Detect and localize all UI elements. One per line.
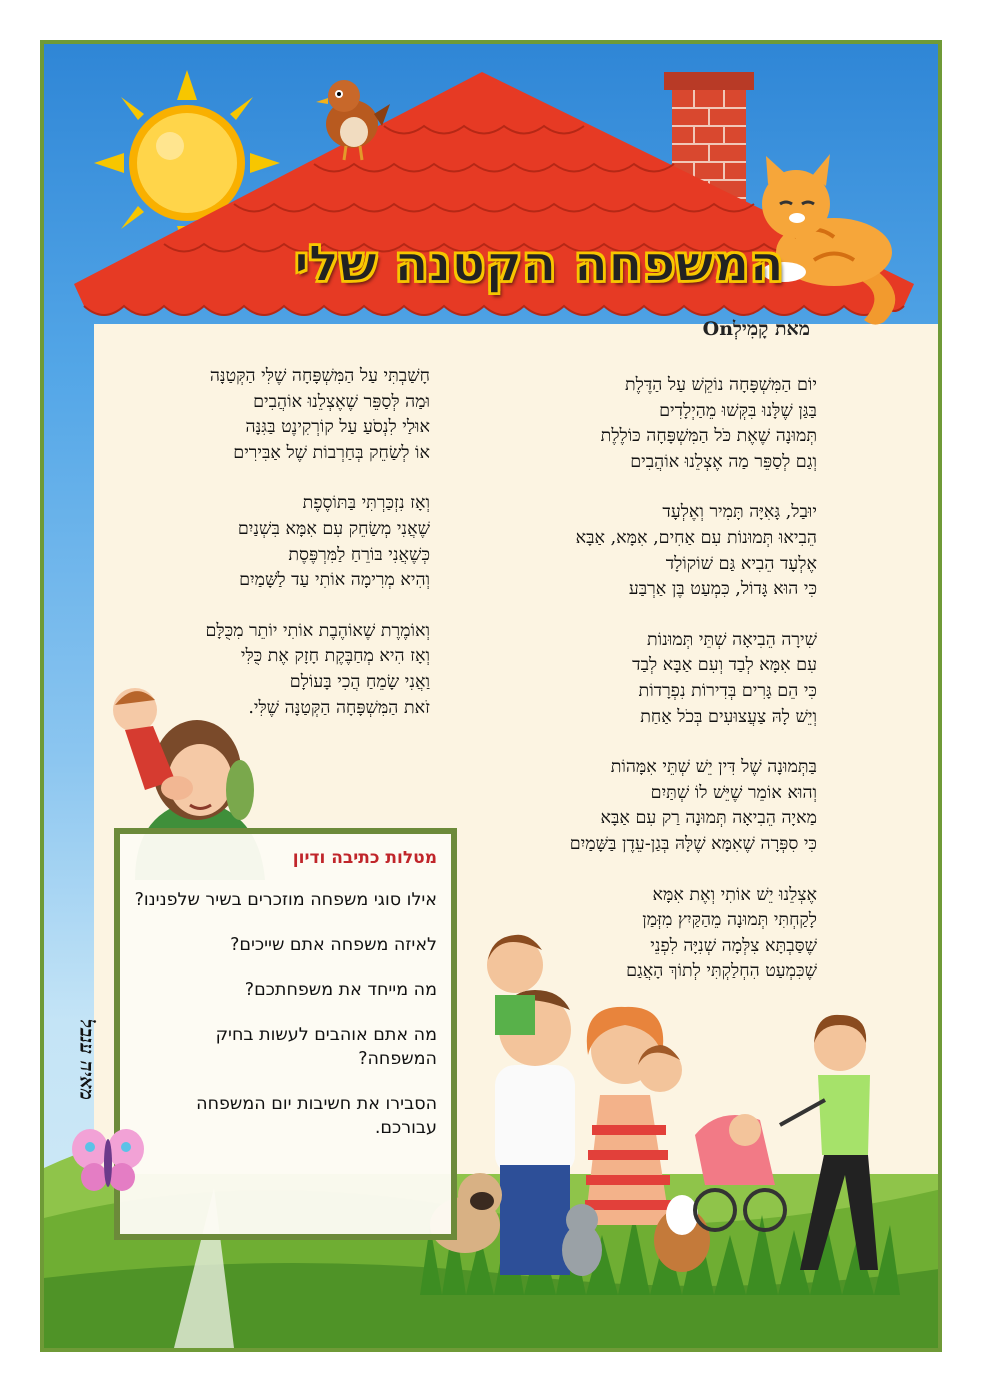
poem-line: כְּשֶׁאֲנִי בּוֹרֵחַ לַמִּרְפֶּסֶת bbox=[288, 544, 430, 565]
task-question: לאיזה משפחה אתם שייכים? bbox=[230, 935, 437, 955]
poem-stanza bbox=[110, 364, 430, 466]
bird-icon bbox=[312, 74, 392, 164]
signature bbox=[66, 990, 106, 1140]
poem-line: יוּבַל, גָּאִיָּה תָּמִיר וְאֶלְעָד bbox=[662, 502, 817, 523]
poem-line: וְאָז נִזְכַּרְתִּי בַּתּוֹסֶפֶת bbox=[302, 493, 430, 514]
signature-text: מאיה ענבל bbox=[75, 1019, 98, 1100]
poem-line: אֶלְעָד הֵבִיא גַּם שׁוֹקוֹלָד bbox=[665, 553, 817, 574]
task-question: מה מייחד את משפחתכם? bbox=[244, 980, 437, 1000]
poem-line: וְיֵשׁ לָהּ צַעֲצוּעִים בְּכֹל אַחַת bbox=[640, 706, 817, 727]
poem-line: בַּגַּן שֶׁלָּנוּ בִּקְּשׁוּ מֵהַיְלָדִים bbox=[659, 400, 817, 421]
poem-line: וְהוּא אוֹמֵר שֶׁיֵּשׁ לוֹ שְׁתַּיִם bbox=[650, 782, 817, 803]
poem-line: יוֹם הַמִּשְׁפָּחָה נוֹקֵשׁ עַל הַדֶּלֶת bbox=[624, 375, 817, 395]
poem-line: אוֹ לְשַׂחֵק בְּחַרְבוֹת שֶׁל אַבִּירִים bbox=[233, 442, 430, 463]
poem-line: עִם אִמָּא לְבַד וְעִם אַבָּא לְבַד bbox=[632, 655, 817, 676]
poem-line: שִׁירָה הֵבִיאָה שְׁתֵּי תְּמוּנוֹת bbox=[646, 629, 817, 650]
poem-line: כִּי סִפְּרָה שֶׁאִמָּא שֶׁלָּהּ בְּגַן-עֵדֶן בַּשָּׁמַיִם bbox=[569, 833, 817, 854]
poem-line: אוּלַי לִנְסֹעַ עַל קוֹרְקִינֶט בַּגִּנָּה bbox=[245, 417, 430, 438]
author-credit: מאת קָמִילְOn bbox=[702, 318, 810, 340]
task-question: הסבירו את חשיבות יום המשפחה עבורכם. bbox=[196, 1094, 437, 1138]
poem-stanza bbox=[487, 628, 817, 730]
page-title: המשפחה הקטנה שלי bbox=[294, 235, 784, 293]
tasks-heading: מטלות כתיבה ודיון bbox=[292, 848, 437, 868]
poem-right-column bbox=[487, 373, 817, 1010]
poem-line: שֶׁאֲנִי מְשַׂחֵק עִם אִמָּא בִּשְׁנַיִם bbox=[237, 518, 430, 539]
poem-line: וַאֲנִי שָׂמֵחַ הֲכִי בָּעוֹלָם bbox=[289, 671, 430, 692]
poem-line: בַּתְּמוּנָה שֶׁל דִּין יֵשׁ שְׁתֵּי אִמָּהוֹת bbox=[610, 757, 817, 778]
poem-stanza bbox=[110, 491, 430, 593]
poem-stanza bbox=[487, 755, 817, 857]
family-illustration bbox=[420, 925, 900, 1295]
poem-line: הֵבִיאוּ תְּמוּנוֹת עִם אַחִים, אִמָּא, אַבָּא bbox=[575, 527, 817, 548]
task-question: אילו סוגי משפחה מוזכרים בשיר שלפנינו? bbox=[134, 890, 437, 910]
poem-stanza bbox=[487, 373, 817, 475]
poem-line: תְּמוּנָה שֶׁאֶת כֹּל הַמִּשְׁפָּחָה כּוֹלֶלֶת bbox=[600, 426, 817, 447]
poem-line: וְהִיא מְרִימָה אוֹתִי עַד לַשָּׁמַיִם bbox=[239, 570, 430, 591]
poem-line: שֶׁכִּמְעַט הִחְלַקְתִּי לְתוֹךְ הָאֲגַם bbox=[626, 961, 817, 982]
task-question: מה אתם אוהבים לעשות בחיק המשפחה? bbox=[215, 1025, 437, 1069]
poem-line: וּמַה לְּסַפֵּר שֶׁאֶצְלֵנוּ אוֹהֲבִים bbox=[253, 391, 430, 412]
poem-line: חָשַׁבְתִּי עַל הַמִּשְׁפָּחָה שֶׁלִּי הַקְּטַנָּה bbox=[209, 366, 430, 386]
poem-line: מַאיָה הֵבִיאָה תְּמוּנָה רַק עִם אַבָּא bbox=[600, 808, 817, 829]
poem-stanza bbox=[487, 500, 817, 602]
poem-line: לָקַחְתִּי תְּמוּנָה מֵהַקַּיִץ מִזְּמַן bbox=[642, 910, 817, 931]
poem-line: כִּי הוּא גָּדוֹל, כִּמְעַט בֶּן אַרְבַּע bbox=[628, 579, 817, 600]
poem-line: וְגַם לְסַפֵּר מַה אֶצְלֵנוּ אוֹהֲבִים bbox=[630, 451, 817, 472]
butterfly-icon bbox=[68, 1125, 148, 1195]
poem-line: זֹאת הַמִּשְׁפָּחָה הַקְּטַנָּה שֶׁלִּי. bbox=[248, 697, 430, 718]
poem-line: כִּי הֵם גָּרִים בְּדִירוֹת נִפְרָדוֹת bbox=[638, 680, 817, 701]
poem-line: וְאָז הִיא מְחַבֶּקֶת חָזָק אֶת כֻּלִּי bbox=[240, 646, 430, 667]
poem-line: שֶׁסַּבְתָּא צִלְּמָה שְׁנִיָּה לִפְנֵי bbox=[650, 935, 817, 956]
poem-line: אֶצְלֵנוּ יֵשׁ אוֹתִי וְאֶת אִמָּא bbox=[652, 884, 817, 905]
discussion-tasks-box bbox=[114, 828, 457, 1240]
poem-line: וְאוֹמֶרֶת שֶׁאוֹהֶבֶת אוֹתִי יוֹתֵר מִכֻּלָּם bbox=[205, 620, 430, 641]
